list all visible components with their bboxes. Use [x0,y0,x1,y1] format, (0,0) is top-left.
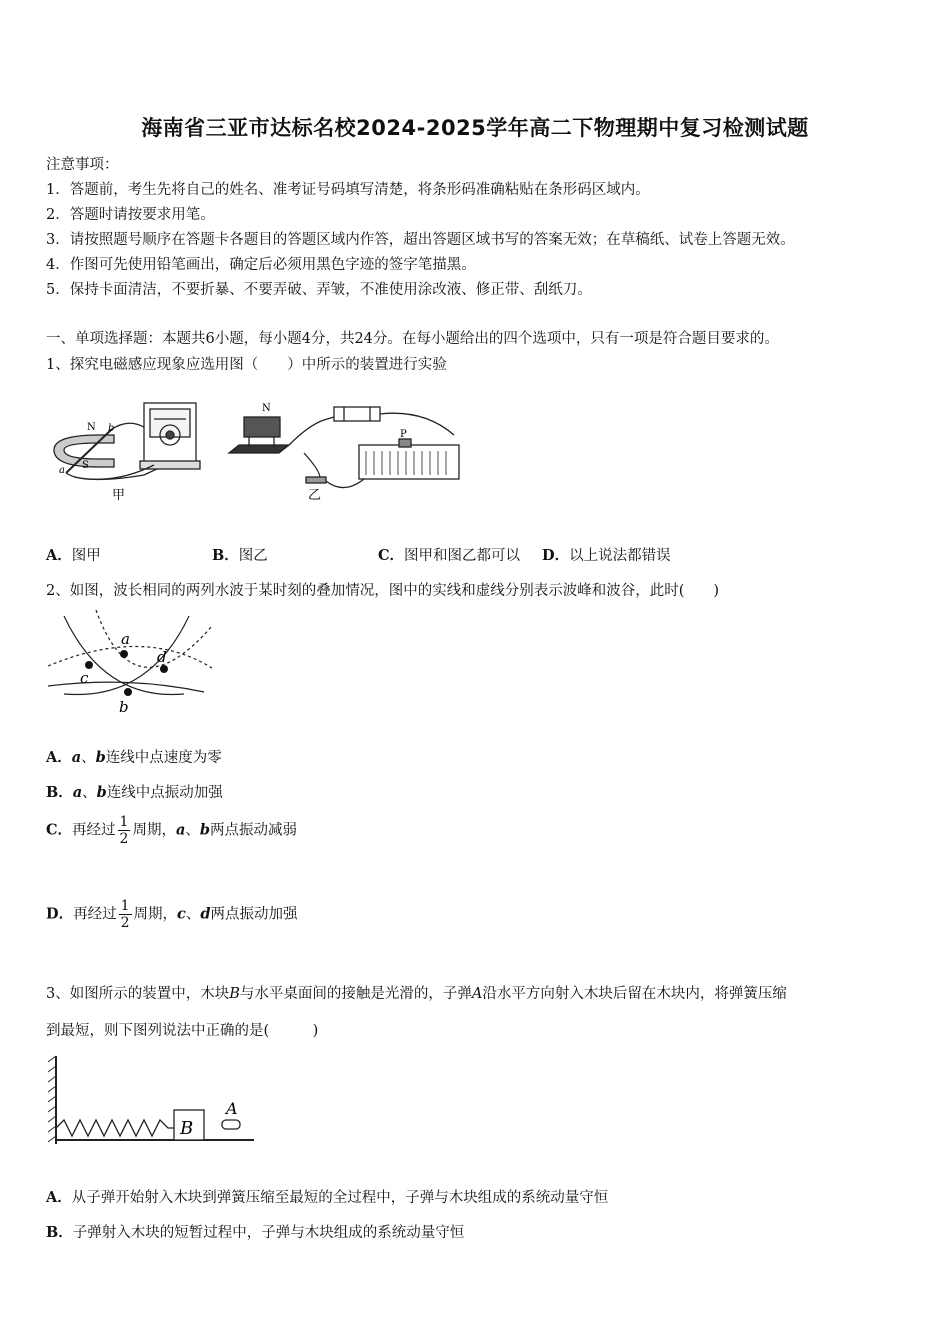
point-c [85,661,93,669]
q1-option-d[interactable]: D．以上说法都错误 [542,547,671,564]
fig-label-N: N [87,422,96,433]
q1-figure [44,395,464,507]
fig-label-P: P [400,429,407,440]
fig-label-b: b [108,423,115,434]
q3-option-b[interactable]: B．子弹射入木块的短暂过程中，子弹与木块组成的系统动量守恒 [46,1224,465,1241]
note-item: 2．答题时请按要求用笔。 [46,207,215,223]
q3-spring-figure [44,1052,264,1152]
label-B: B [180,1118,194,1139]
q2-option-a[interactable]: A．a、b连线中点速度为零 [46,749,222,766]
label-A: A [226,1099,238,1118]
q1-option-a[interactable]: A．图甲 [46,547,101,564]
q1-stem: 1、探究电磁感应现象应选用图（ ）中所示的装置进行实验 [46,357,447,373]
note-item: 5．保持卡面清洁，不要折暴、不要弄破、弄皱，不准使用涂改液、修正带、刮纸刀。 [46,282,592,298]
point-b [124,688,132,696]
q3-stem-line1: 3、如图所示的装置中，木块B与水平桌面间的接触是光滑的，子弹A沿水平方向射入木块后留在木块内，将弹簧压缩 [46,986,787,1002]
q2-option-d[interactable]: D．再经过 $\frac{1}{2}$ 周期，c、d两点振动加强 [46,898,298,931]
q3-stem-line2: 到最短，则下图列说法中正确的是( ) [46,1023,319,1039]
q1-option-b[interactable]: B．图乙 [212,547,268,564]
note-item: 4．作图可先使用铅笔画出，确定后必须用黑色字迹的签字笔描黑。 [46,257,476,273]
q2-wave-figure [44,606,214,718]
q2-stem: 2、如图，波长相同的两列水波于某时刻的叠加情况，图中的实线和虚线分别表示波峰和波谷，此时( ) [46,583,720,599]
fraction: $\frac{1}{2}$ [119,814,129,847]
fig-label-yi: 乙 [308,488,322,503]
fig-label-N2: N [262,403,271,414]
figure-yi [229,407,459,488]
q3-option-a[interactable]: A．从子弹开始射入木块到弹簧压缩至最短的全过程中，子弹与木块组成的系统动量守恒 [46,1189,609,1206]
note-item: 1．答题前，考生先将自己的姓名、准考证号码填写清楚，将条形码准确粘贴在条形码区域内。 [46,182,650,198]
label-c: c [80,669,89,687]
note-item: 3．请按照题号顺序在答题卡各题目的答题区域内作答，超出答题区域书写的答案无效；在草稿纸、试卷上答题无效。 [46,232,795,248]
label-d: d [157,648,167,666]
fig-label-a: a [59,465,65,476]
fig-label-S: S [82,460,89,471]
section-heading: 一、单项选择题：本题共6小题，每小题4分，共24分。在每小题给出的四个选项中，只有一项是符合题目要求的。 [46,331,779,347]
q2-option-b[interactable]: B．a、b连线中点振动加强 [46,784,223,801]
q2-option-c[interactable]: C．再经过 $\frac{1}{2}$ 周期，a、b两点振动减弱 [46,814,298,847]
fraction: $\frac{1}{2}$ [120,898,130,931]
figure-jia [54,403,200,480]
point-d [160,665,168,673]
point-a [120,650,128,658]
fig-label-jia: 甲 [112,488,126,503]
notes-heading: 注意事项： [46,157,119,173]
label-a: a [121,630,130,648]
label-b: b [119,698,129,716]
q1-option-c[interactable]: C．图甲和图乙都可以 [378,547,521,564]
page-title: 海南省三亚市达标名校2024-2025学年高二下物理期中复习检测试题 [141,116,809,140]
